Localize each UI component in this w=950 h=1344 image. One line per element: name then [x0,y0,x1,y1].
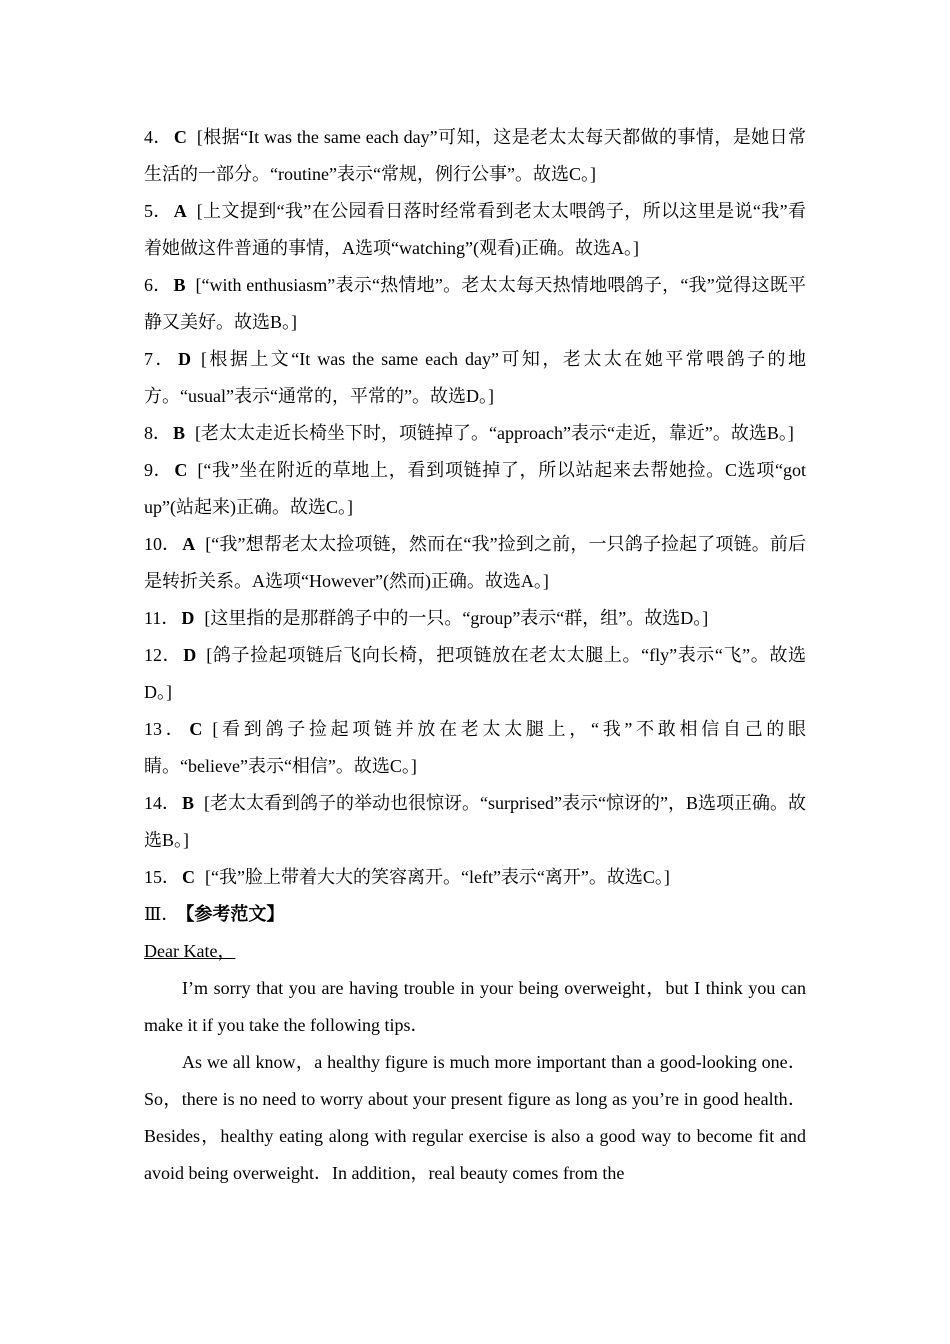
answer-explanation: [上文提到“我”在公园看日落时经常看到老太太喂鸽子，所以这里是说“我”看着她做这件普通的事情，A选项“watching”(观看)正确。故选A。] [144,201,807,258]
answer-explanation: [根据“It was the same each day”可知，这是老太太每天都做的事情，是她日常生活的一部分。“routine”表示“常规，例行公事”。故选C。] [144,127,807,184]
answer-item-11 [144,600,806,637]
answer-explanation: [“我”想帮老太太捡项链，然而在“我”捡到之前，一只鸽子捡起了项链。前后是转折关系。A选项“However”(然而)正确。故选A。] [144,534,806,591]
answer-item-5 [144,193,806,267]
answer-number: 5． [144,201,172,221]
answer-number: 13． [144,719,188,739]
answer-letter: D [177,349,191,369]
answer-number: 9． [144,460,173,480]
answer-explanation: [鸽子捡起项链后飞向长椅，把项链放在老太太腿上。“fly”表示“飞”。故选D。] [144,645,807,702]
answer-letter: B [173,275,186,295]
answer-item-15 [144,859,806,896]
answer-letter: C [182,867,195,887]
answer-explanation: [老太太看到鸽子的举动也很惊讶。“surprised”表示“惊讶的”，B选项正确。故选B。] [144,793,807,850]
answer-letter: A [182,534,196,554]
answer-item-7 [144,341,806,415]
answer-number: 4． [144,127,172,147]
answer-number: 12． [144,645,182,665]
answer-number: 8． [144,423,171,443]
answer-item-10 [144,526,806,600]
answer-number: 14． [144,793,181,813]
answer-letter: D [183,645,197,665]
answer-number: 15． [144,867,180,887]
answer-explanation: [根据上文“It was the same each day”可知，老太太在她平常喂鸽子的地方。“usual”表示“通常的，平常的”。故选D。] [144,349,807,406]
answer-item-4 [144,119,806,193]
answer-letter: A [173,201,187,221]
answer-explanation: [看到鸽子捡起项链并放在老太太腿上，“我”不敢相信自己的眼睛。“believe”表示“相信”。故选C。] [144,719,806,776]
answer-number: 11． [144,608,180,628]
answer-letter: C [189,719,203,739]
section-numeral: Ⅲ． [144,904,180,924]
answer-item-13 [144,711,806,785]
answer-letter: D [181,608,195,628]
document-content [144,119,806,1192]
answer-letter: C [173,127,187,147]
answer-letter: C [174,460,188,480]
answer-item-14 [144,785,806,859]
answer-number: 10． [144,534,181,554]
letter-salutation: Dear Kate， [144,941,236,961]
answer-explanation: [老太太走近长椅坐下时，项链掉了。“approach”表示“走近，靠近”。故选B。] [195,423,794,443]
section-label: 【参考范文】 [185,904,285,925]
answer-item-6 [144,267,806,341]
answer-explanation: [“with enthusiasm”表示“热情地”。老太太每天热情地喂鸽子，“我”觉得这既平静又美好。故选B。] [144,275,807,332]
answer-item-9 [144,452,806,526]
answer-letter: B [182,793,195,813]
answer-letter: B [173,423,186,443]
answer-explanation: [“我”脸上带着大大的笑容离开。“left”表示“离开”。故选C。] [205,867,670,887]
answer-number: 6． [144,275,172,295]
answer-item-12 [144,637,806,711]
letter-paragraph-2: As we all know，a healthy figure is much more important than a good-looking one．So，there is no need to worry about your present figure as long as you’re in good health．Besides，healthy eating along with regular exercise is also a good way to become fit and avoid being overweight．In addition，real beauty comes from the [144,1052,806,1183]
answer-item-8 [144,415,806,452]
letter-paragraph-1: I’m sorry that you are having trouble in your being overweight，but I think you can make it if you take the following tips． [144,978,806,1035]
answer-number: 7． [144,349,176,369]
section-heading [144,896,806,933]
answer-explanation: [“我”坐在附近的草地上，看到项链掉了，所以站起来去帮她捡。C选项“got up”(站起来)正确。故选C。] [144,460,807,517]
answer-explanation: [这里指的是那群鸽子中的一只。“group”表示“群，组”。故选D。] [204,608,709,628]
